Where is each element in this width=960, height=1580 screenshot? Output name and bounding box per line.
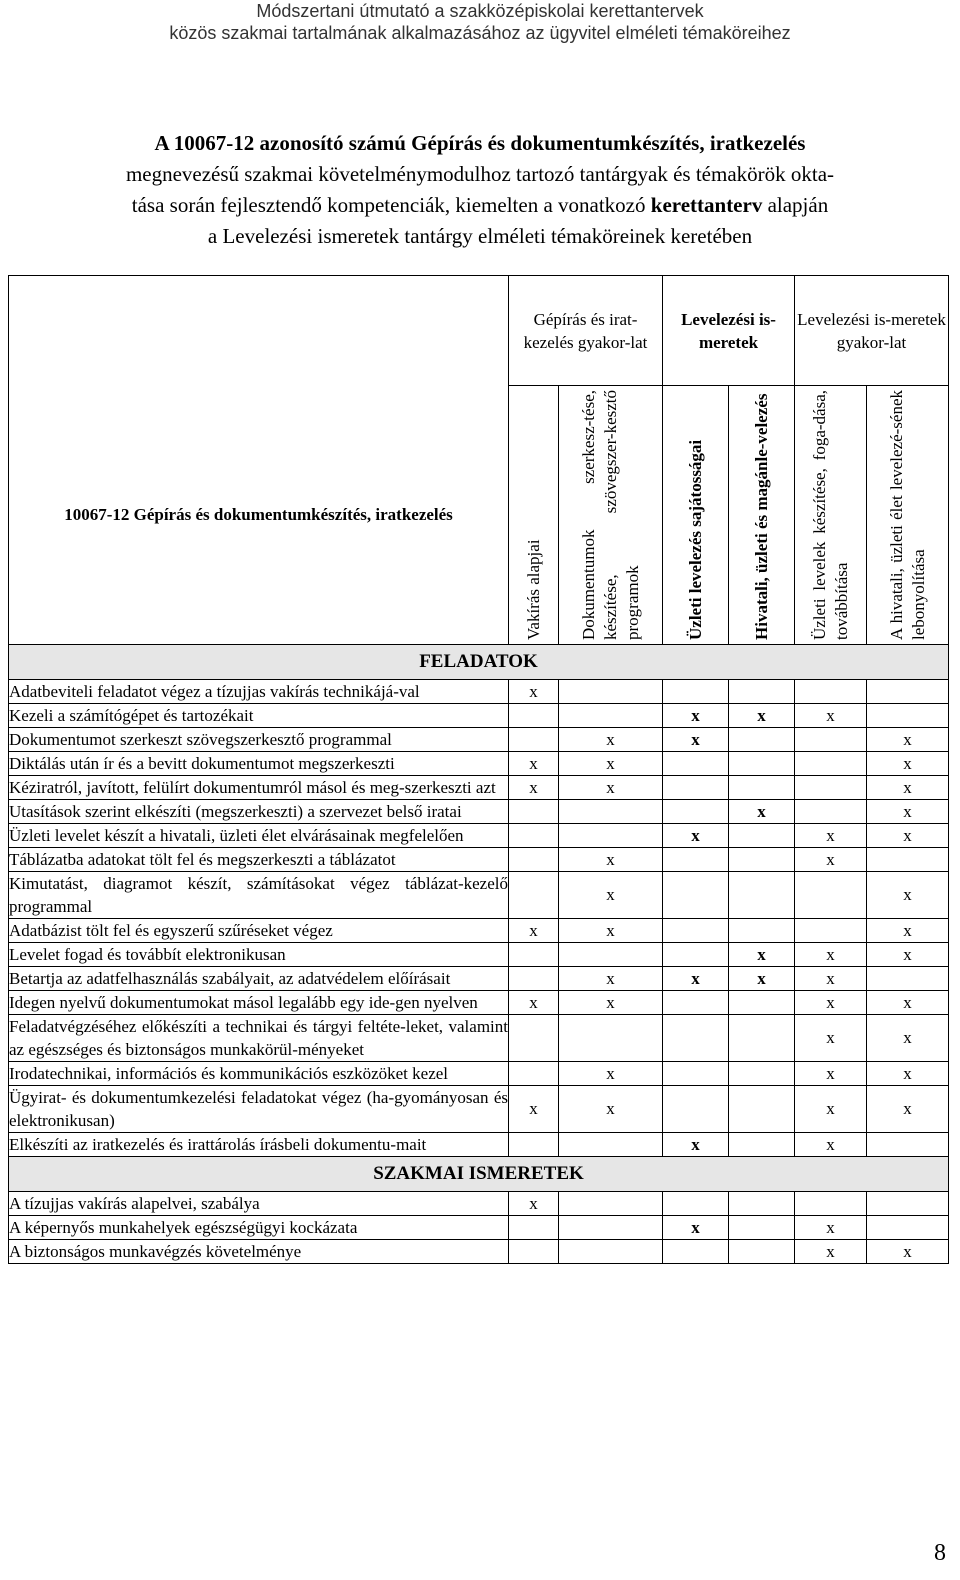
mark-cell — [509, 872, 559, 919]
mark-cell — [663, 943, 729, 967]
group-header-0: Gépírás és irat-kezelés gyakor-lat — [509, 276, 663, 386]
mark-cell — [509, 824, 559, 848]
mark-cell — [795, 776, 867, 800]
mark-cell — [729, 1015, 795, 1062]
mark-cell: x — [795, 704, 867, 728]
mark-cell: x — [867, 1015, 949, 1062]
table-row — [9, 1015, 949, 1062]
mark-cell — [663, 991, 729, 1015]
mark-cell — [559, 680, 663, 704]
mark-cell — [663, 1015, 729, 1062]
table-row — [9, 967, 949, 991]
mark-cell: x — [795, 967, 867, 991]
mark-cell — [509, 1240, 559, 1264]
mark-cell — [729, 1133, 795, 1157]
group-header-1: Levelezési is-meretek — [663, 276, 795, 386]
task-label: Dokumentumot szerkeszt szövegszerkesztő programmal — [9, 728, 509, 752]
column-header-label-2: Üzleti levelezés sajátosságai — [685, 439, 705, 640]
mark-cell: x — [559, 991, 663, 1015]
mark-cell: x — [795, 943, 867, 967]
mark-cell — [795, 1192, 867, 1216]
table-header-row-columns — [9, 386, 949, 645]
mark-cell — [729, 728, 795, 752]
mark-cell: x — [867, 752, 949, 776]
mark-cell — [559, 943, 663, 967]
mark-cell — [663, 919, 729, 943]
mark-cell — [729, 919, 795, 943]
table-row — [9, 1086, 949, 1133]
table-row — [9, 1062, 949, 1086]
mark-cell — [509, 728, 559, 752]
mark-cell — [663, 752, 729, 776]
mark-cell — [559, 1240, 663, 1264]
column-header-2 — [663, 386, 729, 645]
mark-cell — [663, 872, 729, 919]
table-row — [9, 728, 949, 752]
column-header-label-3: Hivatali, üzleti és magánle-velezés — [751, 393, 771, 640]
task-label: Utasítások szerint elkészíti (megszerkeszti) a szervezet belső iratai — [9, 800, 509, 824]
mark-cell: x — [867, 824, 949, 848]
mark-cell: x — [867, 776, 949, 800]
mark-cell: x — [509, 776, 559, 800]
task-label: Kezeli a számítógépet és tartozékait — [9, 704, 509, 728]
task-label: A biztonságos munkavégzés követelménye — [9, 1240, 509, 1264]
mark-cell — [867, 704, 949, 728]
mark-cell: x — [795, 1240, 867, 1264]
mark-cell — [867, 1133, 949, 1157]
mark-cell — [559, 1133, 663, 1157]
mark-cell — [729, 1062, 795, 1086]
mark-cell: x — [867, 728, 949, 752]
task-label: Diktálás után ír és a bevitt dokumentumot megszerkeszti — [9, 752, 509, 776]
mark-cell — [729, 848, 795, 872]
mark-cell — [509, 848, 559, 872]
mark-cell: x — [795, 1133, 867, 1157]
mark-cell — [729, 824, 795, 848]
mark-cell: x — [795, 991, 867, 1015]
task-label: Üzleti levelet készít a hivatali, üzleti élet elvárásainak megfelelően — [9, 824, 509, 848]
table-row — [9, 680, 949, 704]
task-label: Táblázatba adatokat tölt fel és megszerkeszti a táblázatot — [9, 848, 509, 872]
section-row-0 — [9, 645, 949, 680]
mark-cell — [663, 1062, 729, 1086]
mark-cell: x — [729, 704, 795, 728]
column-header-4 — [795, 386, 867, 645]
task-label: Irodatechnikai, információs és kommunikációs eszközöket kezel — [9, 1062, 509, 1086]
mark-cell — [729, 991, 795, 1015]
column-header-label-4: Üzleti levelek készítése, foga-dása, továbbítása — [809, 390, 851, 640]
mark-cell: x — [559, 776, 663, 800]
mark-cell: x — [795, 824, 867, 848]
mark-cell: x — [867, 919, 949, 943]
mark-cell: x — [559, 752, 663, 776]
mark-cell: x — [867, 800, 949, 824]
mark-cell — [663, 1086, 729, 1133]
section-row-1 — [9, 1157, 949, 1192]
mark-cell — [729, 1216, 795, 1240]
mark-cell: x — [559, 1086, 663, 1133]
mark-cell: x — [867, 1086, 949, 1133]
mark-cell — [509, 1133, 559, 1157]
page-number: 8 — [934, 1540, 946, 1566]
running-header-line-2: közös szakmai tartalmának alkalmazásához az ügyvitel elméleti témaköreihez — [169, 23, 791, 43]
mark-cell — [509, 943, 559, 967]
mark-cell — [729, 1192, 795, 1216]
mark-cell: x — [509, 752, 559, 776]
title-line-4: a Levelezési ismeretek tantárgy elméleti témaköreinek keretében — [207, 224, 753, 248]
mark-cell — [867, 967, 949, 991]
mark-cell — [663, 776, 729, 800]
mark-cell — [509, 1216, 559, 1240]
mark-cell — [559, 800, 663, 824]
mark-cell — [559, 824, 663, 848]
mark-cell — [795, 872, 867, 919]
title-line-3b: kerettanterv — [650, 193, 763, 217]
mark-cell — [729, 776, 795, 800]
mark-cell: x — [509, 680, 559, 704]
mark-cell: x — [663, 967, 729, 991]
mark-cell: x — [729, 943, 795, 967]
group-header-2: Levelezési is-meretek gyakor-lat — [795, 276, 949, 386]
task-label: Adatbázist tölt fel és egyszerű szűréseket végez — [9, 919, 509, 943]
mark-cell: x — [795, 848, 867, 872]
mark-cell: x — [663, 704, 729, 728]
task-label: Feladatvégzéséhez előkészíti a technikai és tárgyi feltéte-leket, valamint az egészséges és biztonságos munkakörül-ményeket — [9, 1015, 509, 1062]
mark-cell: x — [729, 967, 795, 991]
running-header-line-1: Módszertani útmutató a szakközépiskolai kerettantervek — [256, 1, 704, 21]
task-label: Elkészíti az iratkezelés és irattárolás írásbeli dokumentu-mait — [9, 1133, 509, 1157]
mark-cell — [729, 1086, 795, 1133]
mark-cell — [795, 728, 867, 752]
mark-cell: x — [509, 1086, 559, 1133]
mark-cell: x — [867, 943, 949, 967]
mark-cell — [509, 967, 559, 991]
mark-cell: x — [729, 800, 795, 824]
mark-cell — [509, 800, 559, 824]
mark-cell — [729, 1240, 795, 1264]
column-header-0 — [509, 386, 559, 645]
mark-cell — [509, 1015, 559, 1062]
mark-cell — [867, 848, 949, 872]
table-corner-cell — [9, 276, 509, 386]
task-label: Adatbeviteli feladatot végez a tízujjas vakírás technikájá-val — [9, 680, 509, 704]
table-row — [9, 848, 949, 872]
task-label: Ügyirat- és dokumentumkezelési feladatokat végez (ha-gyományosan és elektronikusan) — [9, 1086, 509, 1133]
mark-cell: x — [509, 1192, 559, 1216]
task-label: Betartja az adatfelhasználás szabályait, az adatvédelem előírásait — [9, 967, 509, 991]
table-header-row-groups — [9, 276, 949, 386]
mark-cell: x — [509, 919, 559, 943]
mark-cell — [795, 680, 867, 704]
mark-cell: x — [867, 991, 949, 1015]
table-row — [9, 872, 949, 919]
table-row — [9, 991, 949, 1015]
section-title-1: SZAKMAI ISMERETEK — [9, 1157, 949, 1192]
title-line-3a: tása során fejlesztendő kompetenciák, kiemelten a vonatkozó — [131, 193, 651, 217]
mark-cell: x — [663, 1216, 729, 1240]
mark-cell: x — [867, 872, 949, 919]
task-label: A tízujjas vakírás alapelvei, szabálya — [9, 1192, 509, 1216]
table-row — [9, 919, 949, 943]
mark-cell — [867, 1216, 949, 1240]
title-line-1: A 10067-12 azonosító számú Gépírás és dokumentumkészítés, iratkezelés — [154, 131, 806, 155]
task-label: Levelet fogad és továbbít elektronikusan — [9, 943, 509, 967]
column-header-1 — [559, 386, 663, 645]
mark-cell — [795, 919, 867, 943]
mark-cell: x — [663, 728, 729, 752]
mark-cell: x — [795, 1015, 867, 1062]
title-line-2: megnevezésű szakmai követelménymodulhoz tartozó tantárgyak és témakörök okta- — [125, 162, 835, 186]
mark-cell — [663, 1240, 729, 1264]
mark-cell — [663, 1192, 729, 1216]
title-line-3 — [0, 190, 960, 221]
mark-cell: x — [795, 1062, 867, 1086]
table-row — [9, 1240, 949, 1264]
mark-cell: x — [559, 919, 663, 943]
mark-cell: x — [559, 967, 663, 991]
mark-cell: x — [867, 1240, 949, 1264]
mark-cell — [729, 752, 795, 776]
mark-cell: x — [509, 991, 559, 1015]
mark-cell — [867, 1192, 949, 1216]
mark-cell: x — [559, 728, 663, 752]
table-row — [9, 943, 949, 967]
table-row — [9, 752, 949, 776]
mark-cell — [663, 848, 729, 872]
section-title-0: FELADATOK — [9, 645, 949, 680]
page-title — [0, 128, 960, 252]
task-label: Kimutatást, diagramot készít, számításokat végez táblázat-kezelő programmal — [9, 872, 509, 919]
table-row — [9, 1216, 949, 1240]
module-name-cell: 10067-12 Gépírás és dokumentumkészítés, iratkezelés — [9, 386, 509, 645]
competency-table — [8, 275, 949, 1264]
table-row — [9, 1133, 949, 1157]
task-label: A képernyős munkahelyek egészségügyi kockázata — [9, 1216, 509, 1240]
mark-cell: x — [795, 1086, 867, 1133]
mark-cell — [559, 1216, 663, 1240]
mark-cell: x — [559, 1062, 663, 1086]
task-label: Idegen nyelvű dokumentumokat másol legalább egy ide-gen nyelven — [9, 991, 509, 1015]
mark-cell — [729, 680, 795, 704]
mark-cell: x — [559, 848, 663, 872]
mark-cell — [559, 1015, 663, 1062]
mark-cell: x — [559, 872, 663, 919]
mark-cell — [559, 1192, 663, 1216]
mark-cell — [795, 752, 867, 776]
mark-cell: x — [795, 1216, 867, 1240]
mark-cell — [559, 704, 663, 728]
task-label: Kéziratról, javított, felülírt dokumentumról másol és meg-szerkeszti azt — [9, 776, 509, 800]
mark-cell — [663, 800, 729, 824]
mark-cell — [509, 704, 559, 728]
table-row — [9, 776, 949, 800]
mark-cell — [509, 1062, 559, 1086]
mark-cell: x — [663, 824, 729, 848]
column-header-3 — [729, 386, 795, 645]
table-row — [9, 704, 949, 728]
mark-cell: x — [663, 1133, 729, 1157]
column-header-5 — [867, 386, 949, 645]
table-row — [9, 800, 949, 824]
column-header-label-0: Vakírás alapjai — [523, 539, 543, 640]
mark-cell — [795, 800, 867, 824]
table-row — [9, 1192, 949, 1216]
mark-cell — [729, 872, 795, 919]
mark-cell — [867, 680, 949, 704]
mark-cell — [663, 680, 729, 704]
column-header-label-5: A hivatali, üzleti élet levelezé-sének lebonyolítása — [886, 390, 928, 640]
title-line-3c: alapján — [762, 193, 829, 217]
column-header-label-1: Dokumentumok szerkesz-tése, készítése, szövegszer-kesztő programok — [578, 390, 642, 640]
mark-cell: x — [867, 1062, 949, 1086]
running-header — [0, 0, 960, 44]
table-row — [9, 824, 949, 848]
